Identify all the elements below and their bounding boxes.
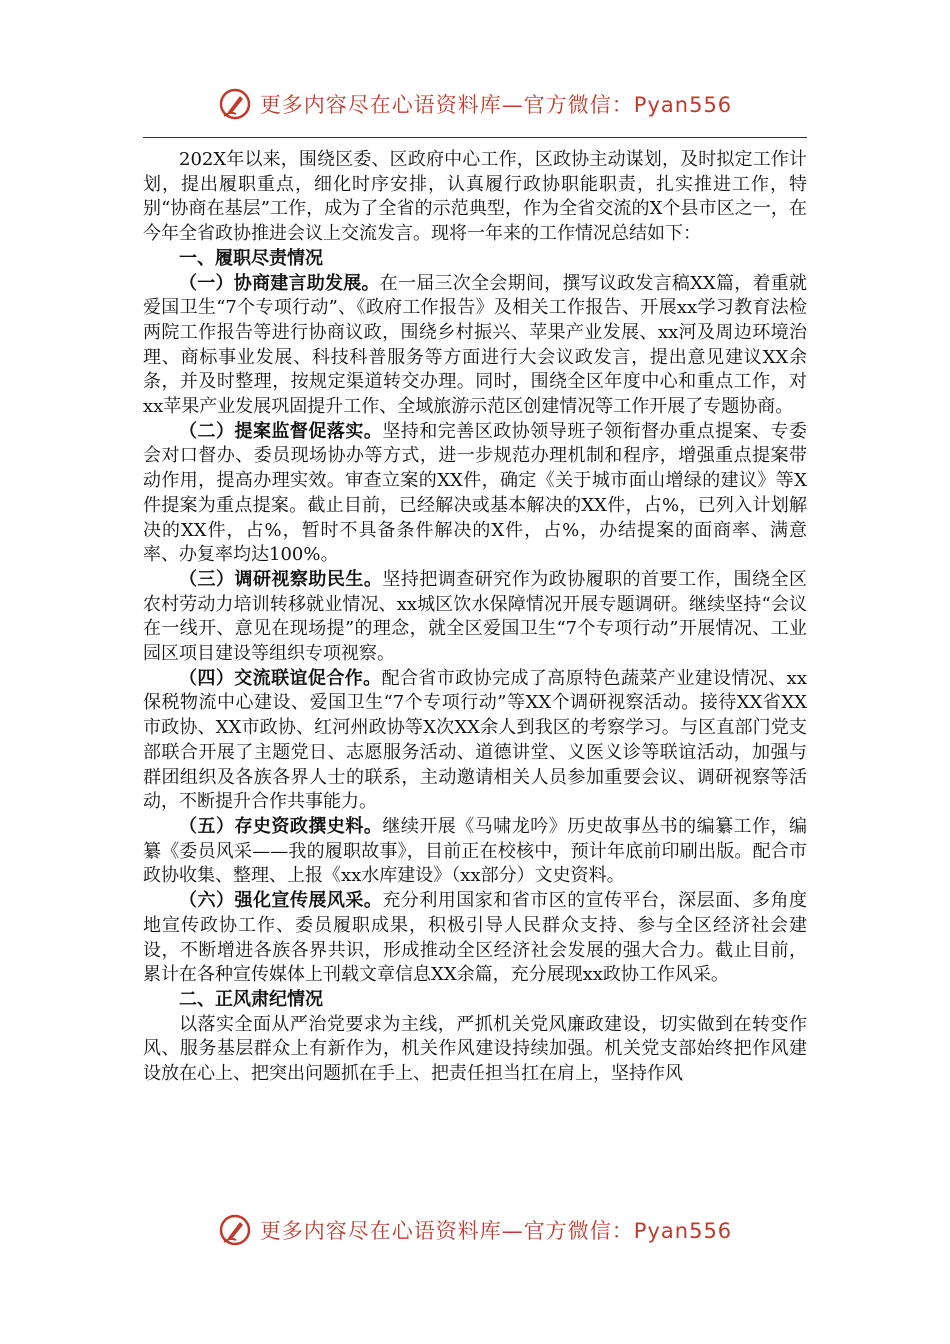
header-banner: [0, 84, 950, 124]
section-body: 继续开展《马啸龙吟》历史故事丛书的编纂工作，编纂《委员风采——我的履职故事》，目前正在校核中，预计年底前印刷出版。配合市政协收集、整理、上报《xx水库建设》（xx部分）文史资料。: [143, 815, 807, 887]
section-paragraph: [143, 889, 807, 988]
section-body: 坚持把调查研究作为政协履职的首要工作，围绕全区农村劳动力培训转移就业情况、xx城区饮水保障情况开展专题调研。继续坚持“会议在一线开、意见在现场提”的理念，就全区爱国卫生“7个专项行动”开展情况、工业园区项目建设等组织专项视察。: [143, 568, 807, 665]
section-paragraph: [143, 420, 807, 568]
section-body: 充分利用国家和省市区的宣传平台，深层面、多角度地宣传政协工作、委员履职成果，积极引导人民群众支持、参与全区经济社会建设，不断增进各族各界共识，形成推动全区经济社会发展的强大合力。截止目前，累计在各种宣传媒体上刊载文章信息XX余篇，充分展现xx政协工作风采。: [143, 890, 807, 986]
heading-discipline: 二、正风肃纪情况: [179, 988, 323, 1010]
heading-duties: 一、履职尽责情况: [179, 247, 323, 269]
pen-logo-icon: [218, 1213, 252, 1247]
section-body: 配合省市政协完成了高原特色蔬菜产业建设情况、xx保税物流中心建设、爱国卫生“7个专项行动”等XX个调研视察活动。接待XX省XX市政协、XX市政协、红河州政协等X次XX余人到我区的考察学习。与区直部门党支部联合开展了主题党日、志愿服务活动、道德讲堂、义医义诊等联谊活动，加强与群团组织及各族各界人士的联系，主动邀请相关人员参加重要会议、调研视察等活动，不断提升合作共事能力。: [143, 667, 807, 813]
banner-text: 更多内容尽在心语资料库—官方微信：Pyan556: [259, 1219, 733, 1243]
section-body: 在一届三次全会期间，撰写议政发言稿XX篇，着重就爱国卫生“7个专项行动”、《政府工作报告》及相关工作报告、开展xx学习教育法检两院工作报告等进行协商议政，围绕乡村振兴、苹果产业发展、xx河及周边环境治理、商标事业发展、科技科普服务等方面进行大会议政发言，提出意见建议XX余条，并及时整理，按规定渠道转交办理。同时，围绕全区年度中心和重点工作，对xx苹果产业发展巩固提升工作、全域旅游示范区创建情况等工作开展了专题协商。: [143, 272, 807, 418]
section-paragraph: [143, 568, 807, 667]
document-body: [143, 148, 807, 1200]
closing-paragraph: 以落实全面从严治党要求为主线，严抓机关党风廉政建设，切实做到在转变作风、服务基层群众上有新作为，机关作风建设持续加强。机关党支部始终把作风建设放在心上、把突出问题抓在手上、把责任担当扛在肩上，坚持作风: [143, 1013, 807, 1085]
section-paragraph: [143, 667, 807, 815]
section-paragraph: [143, 272, 807, 420]
section-body: 坚持和完善区政协领导班子领衔督办重点提案、专委会对口督办、委员现场协办等方式，进一步规范办理机制和程序，增强重点提案带动作用，提高办理实效。审查立案的XX件，确定《关于城市面山增绿的建议》等X件提案为重点提案。截止目前，已经解决或基本解决的XX件，占%，已列入计划解决的XX件，占%，暂时不具备条件解决的X件，占%，办结提案的面商率、满意率、办复率均达100%。: [143, 420, 807, 566]
footer-banner: [0, 1210, 950, 1250]
banner-text: 更多内容尽在心语资料库—官方微信：Pyan556: [259, 93, 733, 117]
section-paragraph: [143, 815, 807, 889]
pen-logo-icon: [218, 87, 252, 121]
section-title: （六）强化宣传展风采。: [179, 890, 383, 912]
section-title: （五）存史资政撰史料。: [179, 815, 383, 837]
section-title: （三）调研视察助民生。: [179, 568, 383, 590]
section-title: （一）协商建言助发展。: [179, 272, 380, 294]
intro-paragraph: 202X年以来，围绕区委、区政府中心工作，区政协主动谋划，及时拟定工作计划，提出履职重点，细化时序安排，认真履行政协职能职责，扎实推进工作，特别“协商在基层”工作，成为了全省的示范典型，作为全省交流的X个县市区之一，在今年全省政协推进会议上交流发言。现将一年来的工作情况总结如下：: [143, 149, 807, 245]
section-title: （二）提案监督促落实。: [179, 420, 383, 442]
section-title: （四）交流联谊促合作。: [179, 667, 382, 689]
header-divider: [143, 137, 807, 138]
